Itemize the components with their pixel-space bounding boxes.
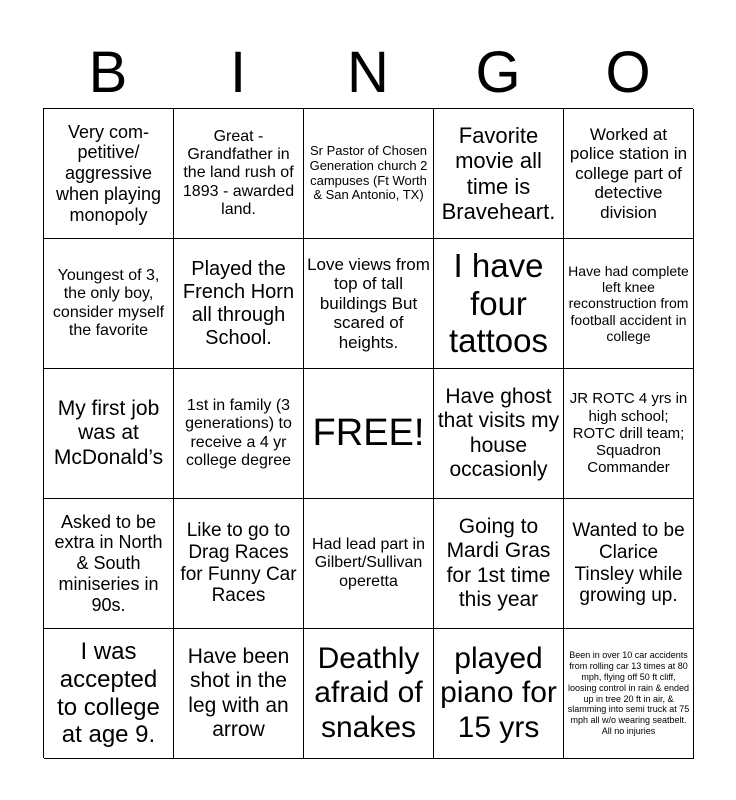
bingo-cell[interactable] [174, 499, 304, 629]
cell-text: Favorite movie all time is Braveheart. [441, 122, 556, 224]
cell-text: JR ROTC 4 yrs in high school; ROTC drill team; Squadron Commander [569, 390, 688, 477]
cell-text: Sr Pastor of Chosen Generation church 2 campuses (Ft Worth & San Antonio, TX) [309, 142, 428, 203]
cell-text: Been in over 10 car accidents from rolling car 13 times at 80 mph, flying off 50 ft cliff, loosing control in rain & ended up in tree 20 ft in air, & slamming into semi truck at 75 mph all w/o wearing seatbelt. All no injuries [567, 650, 690, 736]
bingo-cell[interactable] [304, 629, 434, 759]
bingo-cell[interactable] [564, 629, 694, 759]
bingo-cell[interactable] [304, 239, 434, 369]
bingo-cell[interactable] [434, 369, 564, 499]
cell-text: Great - Grandfather in the land rush of 1893 - awarded land. [182, 127, 295, 219]
bingo-cell[interactable] [304, 109, 434, 239]
cell-text: Like to go to Drag Races for Funny Car Races [180, 519, 297, 607]
header-letter-i: I [229, 40, 247, 105]
bingo-cell[interactable] [564, 109, 694, 239]
bingo-cell[interactable] [174, 239, 304, 369]
cell-text: Love views from top of tall buildings But scared of heights. [307, 254, 430, 352]
bingo-header [43, 38, 693, 108]
bingo-cell[interactable] [564, 499, 694, 629]
header-letter-g: G [475, 40, 521, 105]
bingo-cell[interactable] [434, 629, 564, 759]
free-space[interactable] [304, 369, 434, 499]
cell-text: FREE! [312, 411, 425, 454]
bingo-cell[interactable] [44, 629, 174, 759]
bingo-cell[interactable] [434, 239, 564, 369]
bingo-cell[interactable] [44, 369, 174, 499]
cell-text: Asked to be extra in North & South miniseries in 90s. [54, 511, 163, 615]
cell-text: Have been shot in the leg with an arrow [187, 645, 290, 741]
cell-text: 1st in family (3 generations) to receive a 4 yr college degree [185, 396, 292, 469]
bingo-cell[interactable] [564, 369, 694, 499]
bingo-grid [43, 108, 693, 758]
header-letter-n: N [347, 40, 389, 105]
bingo-cell[interactable] [564, 239, 694, 369]
header-letter-o: O [605, 40, 651, 105]
header-letter-b: B [88, 40, 128, 105]
bingo-cell[interactable] [44, 499, 174, 629]
cell-text: Have had complete left knee reconstruction from football accident in college [568, 263, 689, 344]
cell-text: Played the French Horn all through School. [182, 257, 295, 349]
bingo-cell[interactable] [174, 369, 304, 499]
cell-text: Have ghost that visits my house occasionly [437, 385, 560, 481]
cell-text: Youngest of 3, the only boy, consider myself the favorite [52, 266, 165, 339]
cell-text: Deathly afraid of snakes [314, 641, 423, 744]
cell-text: Wanted to be Clarice Tinsley while growing up. [572, 519, 685, 607]
cell-text: Worked at police station in college part of detective division [569, 124, 688, 222]
cell-text: I was accepted to college at age 9. [57, 638, 160, 749]
bingo-cell[interactable] [44, 109, 174, 239]
bingo-cell[interactable] [44, 239, 174, 369]
bingo-cell[interactable] [174, 109, 304, 239]
cell-text: played piano for 15 yrs [440, 641, 557, 744]
bingo-cell[interactable] [174, 629, 304, 759]
bingo-cell[interactable] [304, 499, 434, 629]
cell-text: Had lead part in Gilbert/Sullivan operetta [312, 535, 425, 590]
cell-text: My first job was at McDonald’s [53, 397, 164, 469]
cell-text: I have four tattoos [448, 246, 549, 360]
cell-text: Going to Mardi Gras for 1st time this year [446, 515, 551, 611]
cell-text: Very com-petitive/ aggressive when playing monopoly [55, 121, 162, 225]
bingo-cell[interactable] [434, 499, 564, 629]
bingo-cell[interactable] [434, 109, 564, 239]
